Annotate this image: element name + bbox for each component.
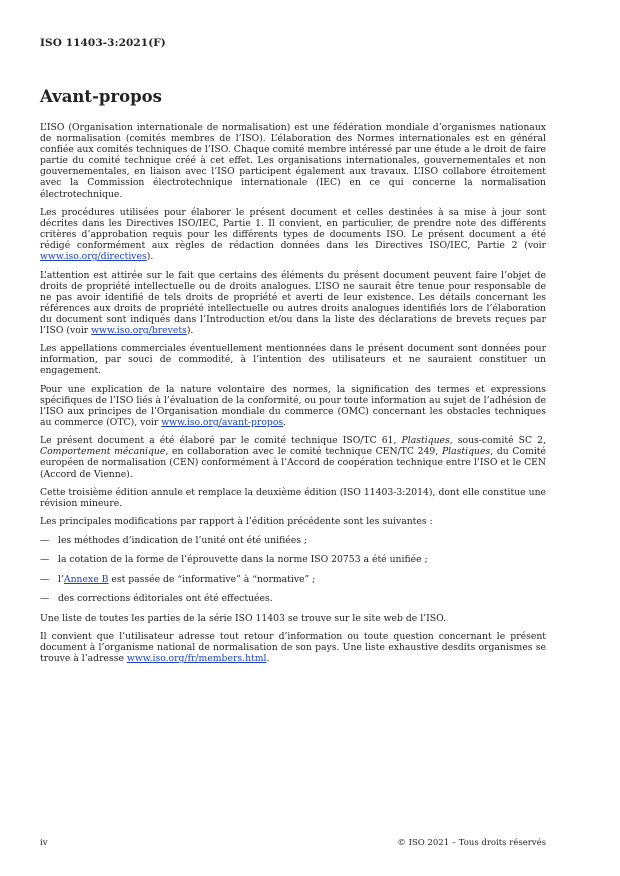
paragraph-series-list: Une liste de toutes les parties de la série ISO 11403 se trouve sur le site web de l’ISO. [40, 612, 447, 624]
annex-b-link[interactable]: Annexe B [63, 573, 109, 585]
paragraph-changes-intro: Les principales modifications par rapport à l’édition précédente sont les suivantes : [40, 516, 433, 528]
foreword-body [40, 122, 546, 672]
paragraph-feedback: Il convient que l’utilisateur adresse tout retour d’information ou toute question concernant le présent document à l’organisme national de normalisation de son pays. Une liste exhaustive desdits organismes se trouve à l’adresse www.iso.org/fr/members.html. [40, 631, 546, 665]
paragraph-iso-intro: L’ISO (Organisation internationale de normalisation) est une fédération mondiale d’organismes nationaux de normalisation (comités membres de l’ISO). L’élaboration des Normes internationales est en général confiée aux comités techniques de l’ISO. Chaque comité membre intéressé par une étude a le droit de faire partie du comité technique créé à cet effet. Les organisations internationales, gouvernementales et non gouvernementales, en liaison avec l’ISO participent également aux travaux. L’ISO collabore étroitement avec la Commission électrotechnique internationale (IEC) en ce qui concerne la normalisation électrotechnique. [40, 122, 546, 200]
list-dash: — [40, 534, 50, 546]
directives-link[interactable]: www.iso.org/directives [40, 251, 147, 263]
list-item: — l’Annexe B est passée de “informative” à “normative” ; [40, 573, 316, 585]
list-item: — la cotation de la forme de l’éprouvette dans la norme ISO 20753 a été unifiée ; [40, 554, 428, 566]
paragraph-edition: Cette troisième édition annule et remplace la deuxième édition (ISO 11403-3:2014), dont elle constitue une révision mineure. [40, 486, 546, 509]
copyright-notice: © ISO 2021 – Tous droits réservés [397, 838, 546, 848]
list-item: — des corrections éditoriales ont été effectuées. [40, 593, 273, 605]
list-dash: — [40, 593, 50, 605]
paragraph-trade-names: Les appellations commerciales éventuellement mentionnées dans le présent document sont données pour information, par souci de commodité, à l’intention des utilisateurs et ne sauraient constituer un engagement. [40, 343, 546, 377]
paragraph-committee: Le présent document a été élaboré par le comité technique ISO/TC 61, Plastiques, sous-comité SC 2, Comportement mécanique, en collaboration avec le comité technique CEN/TC 249, Plastiques, du Comité européen de normalisation (CEN) conformément à l’Accord de coopération technique entre l’ISO et le CEN (Accord de Vienne). [40, 435, 546, 480]
patents-link[interactable]: www.iso.org/brevets [91, 324, 187, 336]
page-number: iv [40, 838, 48, 848]
page-title: Avant-propos [40, 87, 162, 106]
paragraph-voluntary-nature: Pour une explication de la nature volontaire des normes, la signification des termes et expressions spécifiques de l’ISO liés à l’évaluation de la conformité, ou pour toute information au sujet de l’adhésion de l’ISO aux principes de l’Organisation mondiale du commerce (OMC) concernant les obstacles techniques au commerce (OTC), voir www.iso.org/avant-propos. [40, 383, 546, 428]
foreword-link[interactable]: www.iso.org/avant-propos [161, 417, 284, 428]
document-id: ISO 11403-3:2021(F) [40, 37, 166, 49]
members-link[interactable]: www.iso.org/fr/members.html [126, 653, 267, 665]
paragraph-patents: L’attention est attirée sur le fait que certains des éléments du présent document peuvent faire l’objet de droits de propriété intellectuelle ou de droits analogues. L’ISO ne saurait être tenue pour responsable de ne pas avoir identifié de tels droits de propriété et averti de leur existence. Les détails concernant les références aux droits de propriété intellectuelle ou autres droits analogues identifiés lors de l’élaboration du document sont indiqués dans l’Introduction et/ou dans la liste des déclarations de brevets reçues par l’ISO (voir www.iso.org/brevets). [40, 269, 546, 336]
list-dash: — [40, 554, 50, 566]
paragraph-procedures: Les procédures utilisées pour élaborer le présent document et celles destinées à sa mise à jour sont décrites dans les Directives ISO/IEC, Partie 1. Il convient, en particulier, de prendre note des différents critères d’approbation requis pour les différents types de documents ISO. Le présent document a été rédigé conformément aux règles de rédaction données dans les Directives ISO/IEC, Partie 2 (voir www.iso.org/directives). [40, 206, 546, 263]
list-item: — les méthodes d’indication de l’unité ont été unifiées ; [40, 534, 308, 546]
list-dash: — [40, 573, 50, 585]
